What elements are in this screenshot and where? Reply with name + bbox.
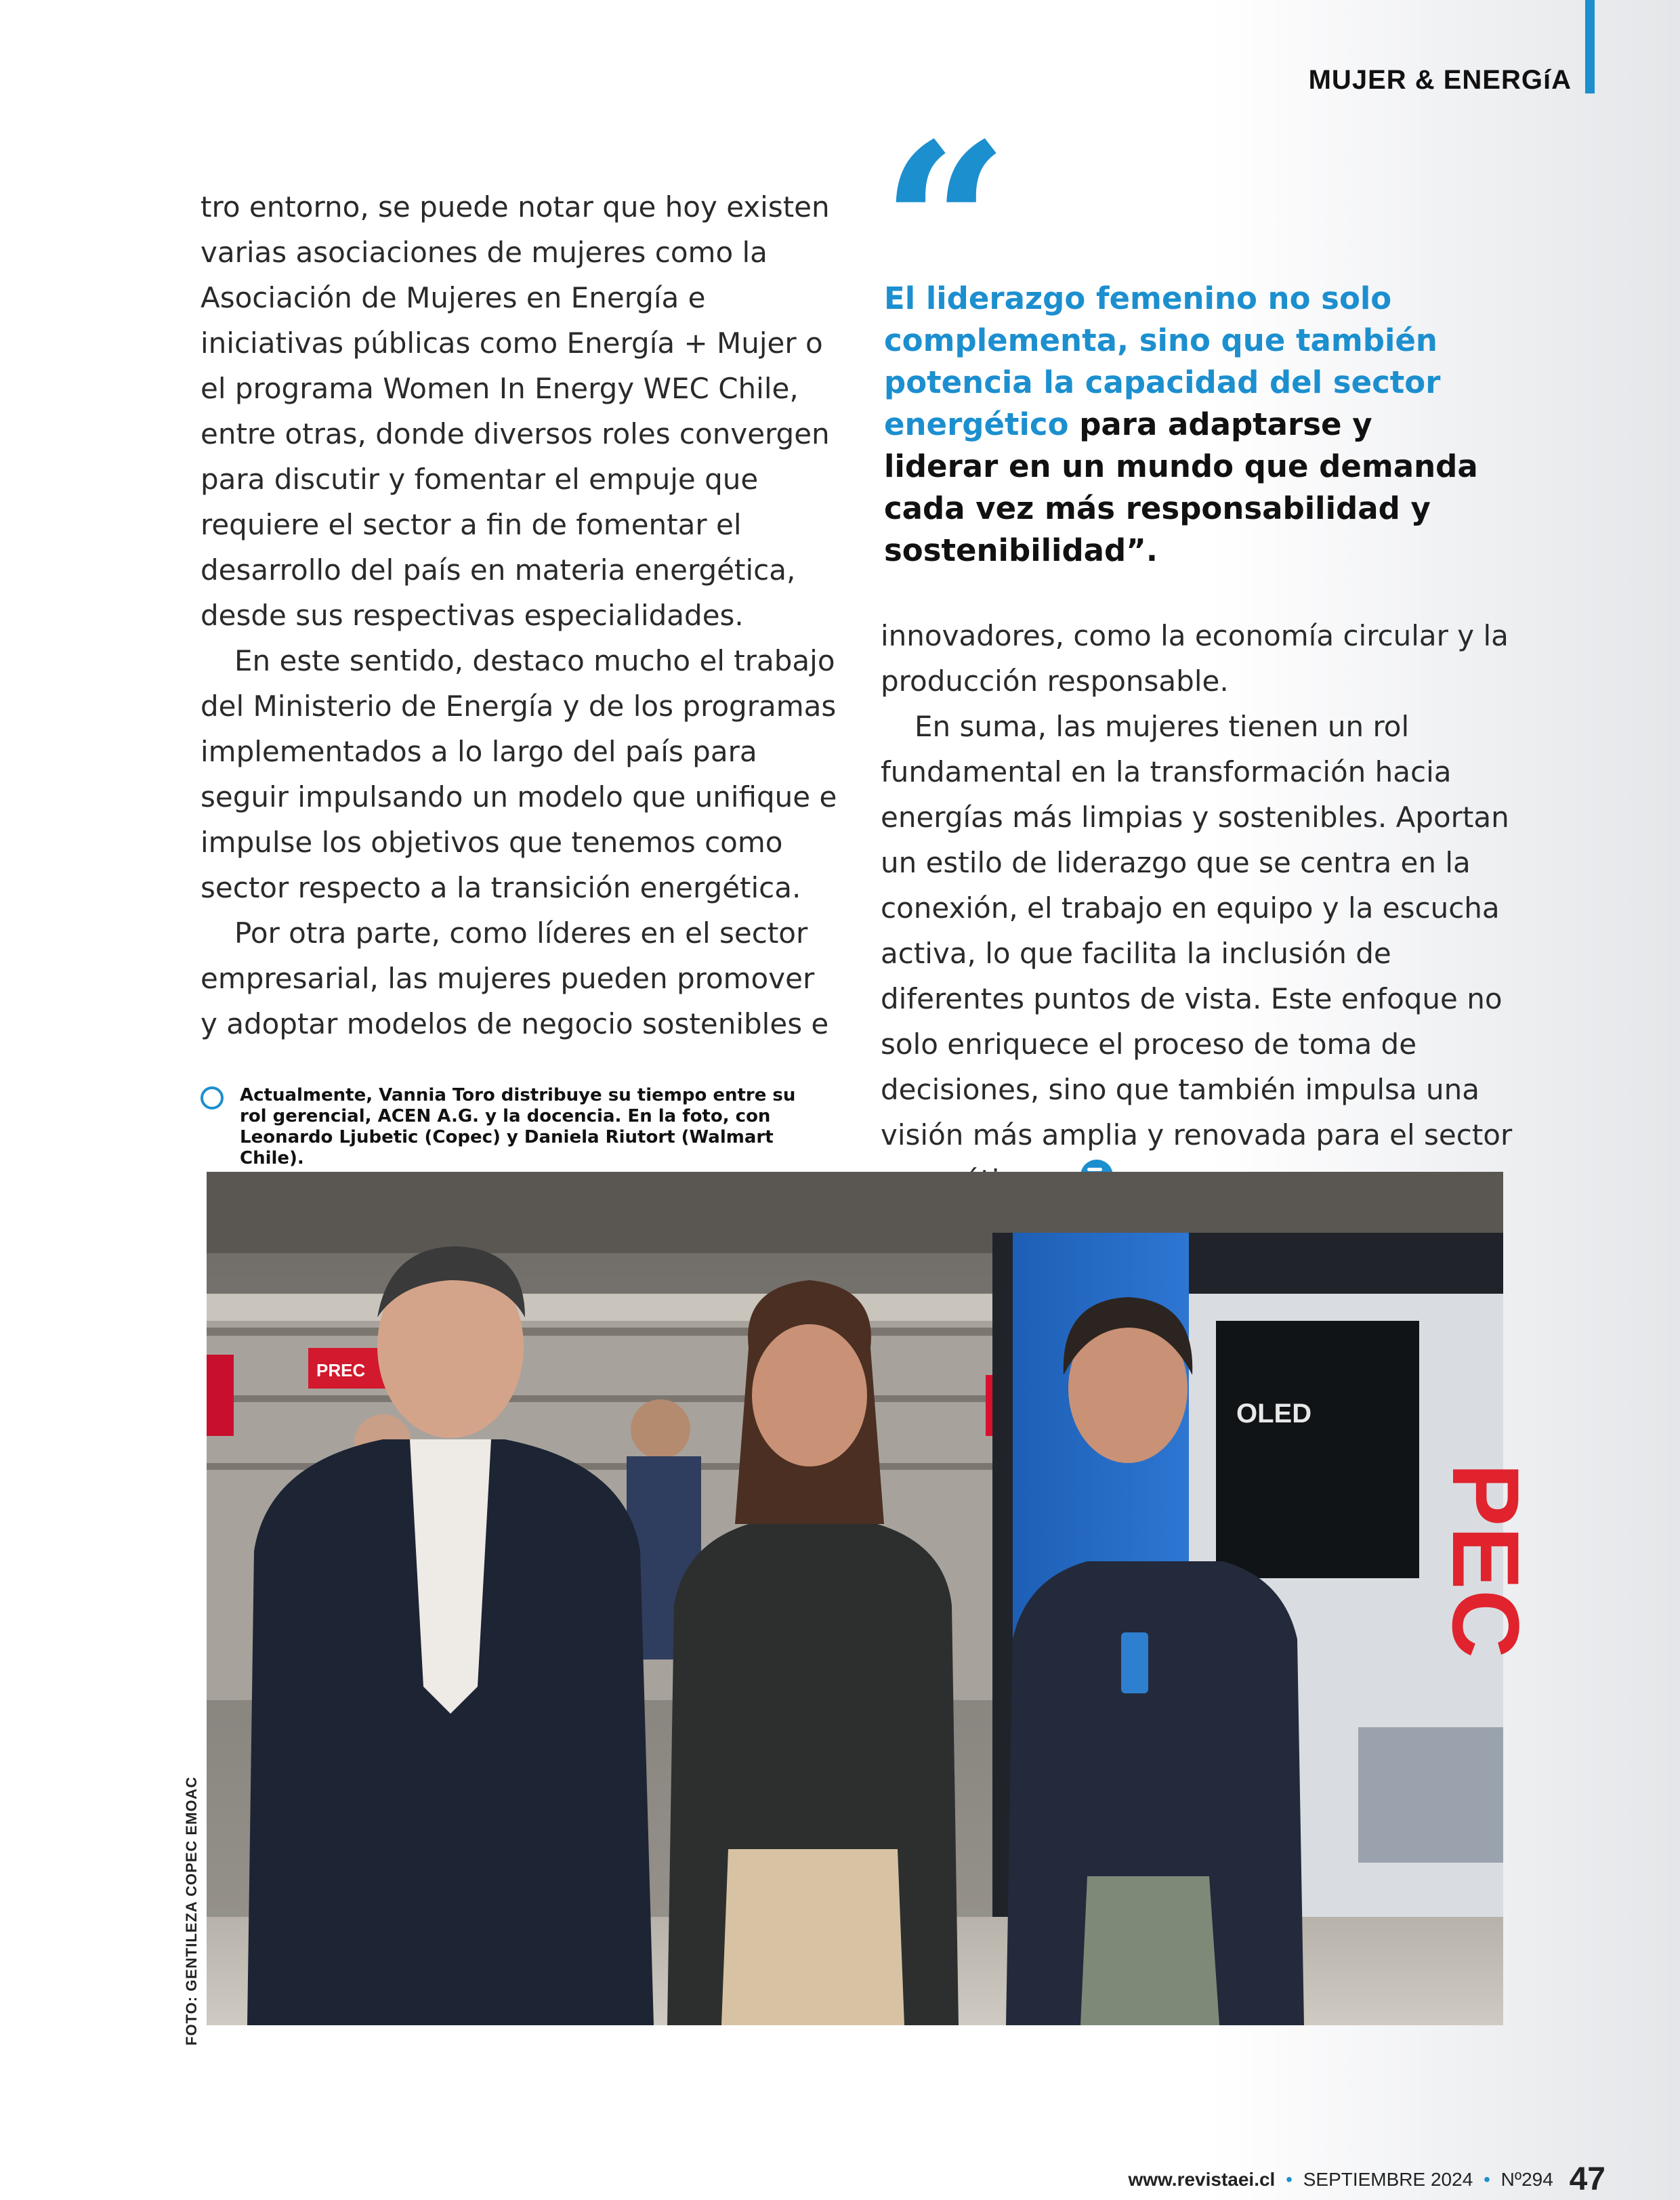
footer-separator: • xyxy=(1286,2169,1293,2190)
footer-url: www.revistaei.cl xyxy=(1128,2169,1276,2190)
pull-quote xyxy=(884,278,1494,572)
caption-bullet-icon xyxy=(201,1086,224,1109)
event-photo xyxy=(207,1172,1539,2025)
photo-caption xyxy=(201,1085,810,1169)
tv-sign: OLED xyxy=(1236,1399,1312,1429)
photo-credit: FOTO: GENTILEZA COPEC EMOAC xyxy=(183,1776,200,2046)
booth-sign: PEC xyxy=(1433,1463,1539,1658)
quote-mark-icon: “ xyxy=(881,94,1009,357)
section-accent-bar xyxy=(1585,0,1595,93)
paragraph-text: En suma, las mujeres tienen un rol fundamental en la transformación hacia energías más limpias y sostenibles. Aportan un estilo de liderazgo que se centra en la conexión, el trabajo en equipo y la escucha activa, lo que facilita la inclusión de diferentes puntos de vista. Este enfoque no solo enriquece el proceso de toma de decisiones, sino que también impulsa una visión más amplia y renovada para el sector xyxy=(881,710,1513,1151)
right-column xyxy=(881,613,1531,1206)
pull-quote-highlight: El liderazgo femenino no solo complementa, sino que también potencia la capacidad del sector energético xyxy=(884,280,1441,442)
footer-issue-number: Nº294 xyxy=(1500,2169,1553,2190)
left-column xyxy=(201,184,837,1046)
paragraph xyxy=(881,704,1531,1206)
pull-quote-rest: para adaptarse y liderar en un mundo que demanda cada vez más responsabilidad y sostenibilidad”. xyxy=(884,406,1478,568)
page-footer xyxy=(1016,2161,1605,2198)
section-title: MUJER & ENERGíA xyxy=(1308,65,1572,95)
caption-text: Actualmente, Vannia Toro distribuye su tiempo entre su rol gerencial, ACEN A.G. y la docencia. En la foto, con Leonardo Ljubetic (Copec) y Daniela Riutort (Walmart Chile). xyxy=(240,1085,796,1168)
page-number: 47 xyxy=(1569,2161,1605,2197)
paragraph: En este sentido, destaco mucho el trabajo del Ministerio de Energía y de los programas implementados a lo largo del país para seguir impulsando un modelo que unifique e impulse los objetivos que tenemos como sector respecto a la transición energética. xyxy=(201,644,837,904)
paragraph: innovadores, como la economía circular y la producción responsable. xyxy=(881,619,1509,698)
price-sign: PREC xyxy=(316,1360,366,1380)
footer-issue-date: SEPTIEMBRE 2024 xyxy=(1303,2169,1473,2190)
footer-separator: • xyxy=(1484,2169,1490,2190)
paragraph: tro entorno, se puede notar que hoy existen varias asociaciones de mujeres como la Asociación de Mujeres en Energía e iniciativas públicas como Energía + Mujer o el programa Women In Energy WEC Chile, entre otras, donde diversos roles convergen para discutir y fomentar el empuje que requiere el sector a fin de fomentar el desarrollo del país en materia energética, desde sus respectivas especialidades. xyxy=(201,190,830,632)
paragraph: Por otra parte, como líderes en el sector empresarial, las mujeres pueden promover y adoptar modelos de negocio sostenibles e xyxy=(201,916,829,1040)
